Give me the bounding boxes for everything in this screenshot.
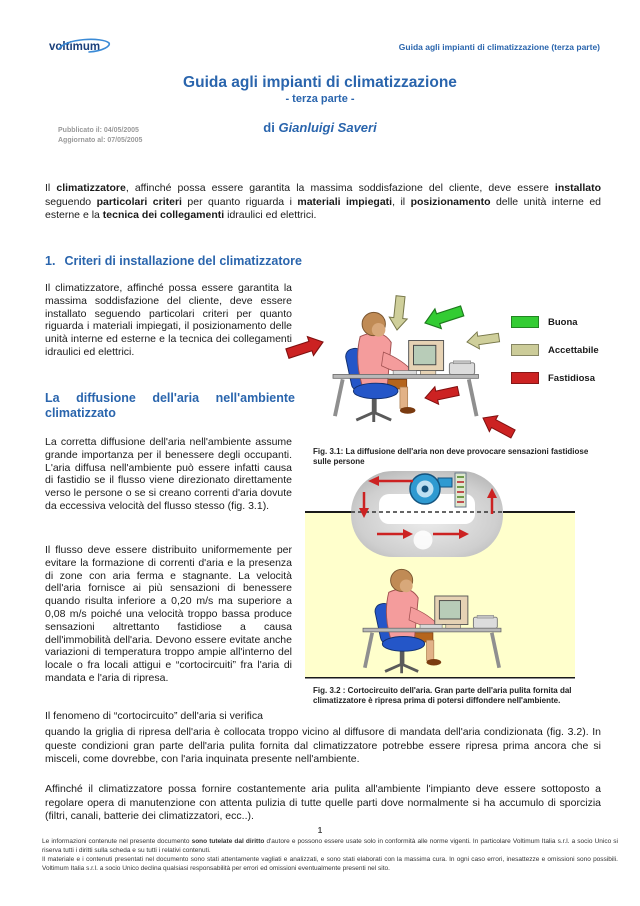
footer-seg: Le informazioni contenute nel presente documento: [42, 838, 192, 845]
legend-label: Buona: [548, 316, 578, 328]
intro-seg: idraulici ed elettrici.: [224, 209, 317, 222]
footer-seg: d'autore e possono essere usate solo in conformità alle norme vigenti. In particolare Voltimum Italia s.r.l. a socio Unico si riserva tutti i diritti sulla scheda e su tutti i relativi contenuti.: [42, 838, 618, 855]
intro-seg: Il: [45, 182, 57, 194]
legend-item-accettabile: [511, 344, 599, 356]
subsection-heading: La diffusione dell'aria nell'ambiente climatizzato: [45, 391, 295, 421]
section-1-heading: [45, 254, 302, 268]
airflow-legend: [511, 316, 599, 400]
figure-3-2-illustration: [305, 468, 575, 682]
page-title: Guida agli impianti di climatizzazione: [183, 74, 457, 91]
author-name: Gianluigi Saveri: [278, 120, 377, 135]
intro-seg-bold: materiali impiegati: [297, 195, 393, 208]
intro-seg-bold: climatizzatore: [56, 182, 126, 194]
byline-prefix: di: [263, 120, 279, 135]
page-number: 1: [317, 826, 323, 835]
footer-seg-bold: sono tutelate dal diritto: [191, 838, 265, 845]
intro-seg: , il: [392, 195, 411, 208]
voltimum-logo-icon: [45, 34, 119, 58]
figure-3-1-caption: Fig. 3.1: La diffusione dell'aria non deve provocare sensazioni fastidiose sulle persone: [313, 447, 589, 467]
intro-seg-bold: posizionamento: [410, 195, 491, 208]
legend-swatch-green: [511, 316, 539, 328]
figure-3-2: [305, 468, 575, 682]
section-heading-text: Criteri di installazione del climatizzatore: [64, 254, 302, 268]
paragraph-cortocircuito-line1: Il fenomeno di “cortocircuito” dell'aria si verifica: [45, 710, 263, 722]
legend-label: Fastidiosa: [548, 372, 595, 384]
voltimum-logo: [45, 34, 119, 58]
published-date: Pubblicato il: 04/05/2005: [58, 127, 139, 134]
paragraph-cortocircuito-rest: quando la griglia di ripresa dell'aria è collocata troppo vicino al diffusore di mandata dell'aria condizionata (fig. 3.2). In queste condizioni gran parte dell'aria pulita fornita dal climatizzatore potrebbe essere ripresa prima ancora che si misceli, come dovrebbe, con l'aria inquinata presente nell'ambiente.: [45, 726, 601, 766]
intro-paragraph: [45, 182, 601, 223]
paragraph-flusso: Il flusso deve essere distribuito uniformemente per evitare la formazione di correnti d'aria e la presenza di zone con aria ferma e stagnante. La velocità dell'aria fornisce ai più sensazioni di benessere quando risulta inferiore a 0,20 m/s ma superiore a 0,08 m/s poiché una velocità troppo bassa produce sensazioni altrettanto fastidiose a causa dell'immobilità dell'aria. Devono essere evitate anche variazioni di temperatura troppo ampie all'interno del locale o fra locali attigui e “cortocircuiti” fra l'aria di mandata e l'aria di ripresa.: [45, 544, 292, 684]
running-header-title: Guida agli impianti di climatizzazione (terza parte): [398, 42, 600, 52]
figure-3-1: [285, 266, 620, 444]
legend-item-fastidiosa: [511, 372, 599, 384]
footer-disclaimer-2: Il materiale e i contenuti presentati nel documento sono stati attentamente vagliati e analizzati, e sono stati elaborati con la massima cura. In ogni caso errori, inesattezze e omissioni sono possibili. Voltimum Italia s.r.l. a socio Unico declina qualsiasi responsabilità per errori ed omissioni eventualmente presenti nel sito.: [42, 856, 618, 873]
legend-swatch-red: [511, 372, 539, 384]
intro-seg: , affinché possa essere garantita la massima soddisfazione del cliente, deve essere: [125, 182, 555, 194]
intro-seg-bold: particolari criteri: [96, 195, 182, 208]
intro-seg: per quanto riguarda i: [181, 195, 298, 208]
section-1-paragraph: Il climatizzatore, affinché possa essere garantita la massima soddisfazione del cliente, deve essere installato seguendo particolari criteri per quanto riguarda i materiali impiegati, il posizionamento delle unità interne ed esterne e la tecnica dei collegamenti idraulici ed elettrici.: [45, 282, 292, 358]
footer-disclaimer-1: [42, 837, 618, 855]
intro-seg: seguendo: [45, 195, 97, 208]
paragraph-manutenzione: Affinché il climatizzatore possa fornire costantemente aria pulita all'ambiente l'impianto deve essere sottoposto a regolare opera di manutenzione con attenta pulizia di tutte quelle parti dove normalmente si ha accumulo di sporcizia (filtri, canali, batterie dei climatizzatori, ecc..).: [45, 783, 601, 823]
intro-seg: delle unità interne ed esterne e la: [45, 195, 602, 222]
intro-seg-bold: installato: [554, 182, 602, 194]
page-subtitle: - terza parte -: [285, 93, 355, 105]
legend-label: Accettabile: [548, 344, 599, 356]
legend-swatch-khaki: [511, 344, 539, 356]
legend-item-buona: [511, 316, 599, 328]
updated-date: Aggiornato al: 07/05/2005: [58, 137, 143, 145]
figure-3-2-caption: Fig. 3.2 : Cortocircuito dell'aria. Gran parte dell'aria pulita fornita dal climatizzatore è ripresa prima di potersi diffondere nell'ambiente.: [313, 686, 572, 706]
intro-seg-bold: tecnica dei collegamenti: [102, 209, 225, 222]
footer-disclaimer: [42, 837, 618, 873]
logo-text: voltimum: [49, 41, 101, 53]
paragraph-diffusione: La corretta diffusione dell'aria nell'ambiente assume grande importanza per il benessere degli occupanti. L'aria diffusa nell'ambiente può essere infatti causa di fastidio se il flusso viene direzionato direttamente verso le persone o se si creano correnti d'aria dovute da eccessiva velocità del flusso stesso (fig. 3.1).: [45, 436, 292, 512]
publication-dates: [58, 126, 142, 146]
section-number: 1.: [45, 254, 56, 268]
